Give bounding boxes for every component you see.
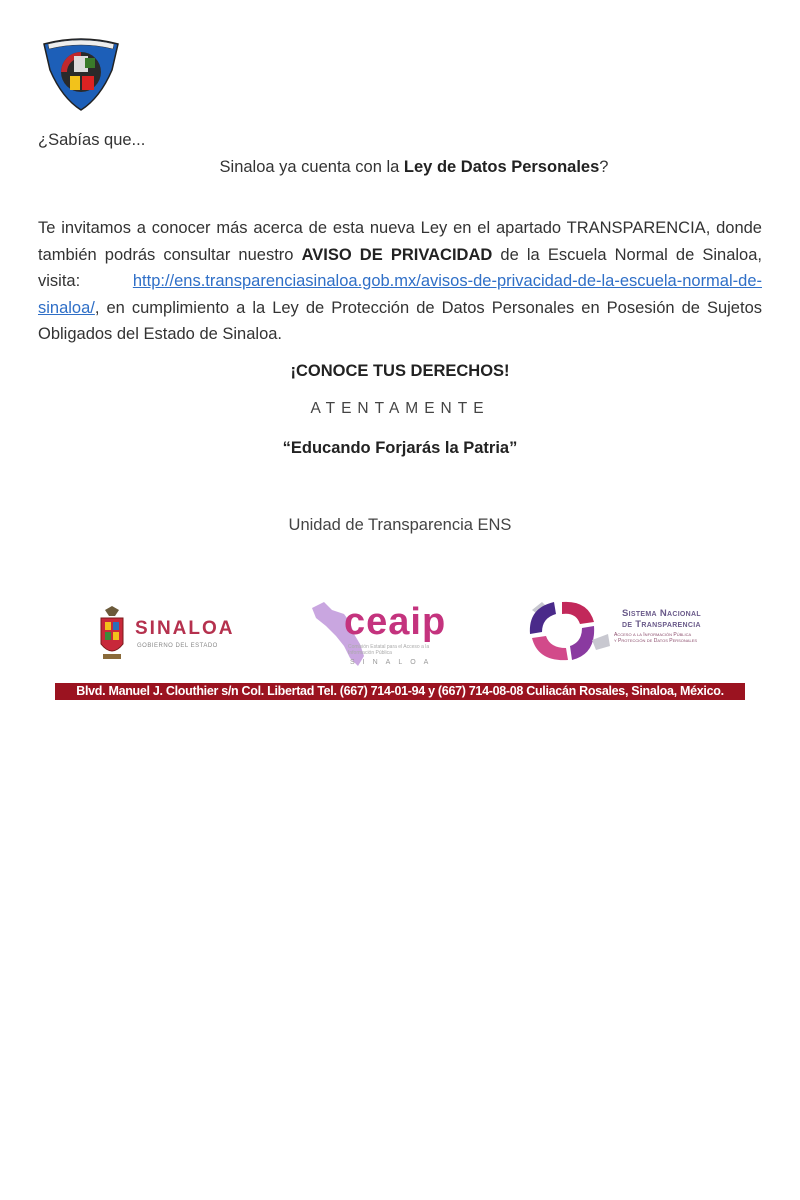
law-name: Ley de Datos Personales: [403, 158, 600, 176]
address-footer: Blvd. Manuel J. Clouthier s/n Col. Libertad Tel. (667) 714-01-94 y (667) 714-08-08 Culiacán Rosales, Sinaloa, México.: [55, 683, 745, 700]
snt-subtitle-line2: y Protección de Datos Personales: [614, 638, 698, 644]
body-text-3: , en cumplimiento a la Ley de Protección de Datos Personales en Posesión de Sujetos Obligados del Estado de Sinaloa.: [38, 298, 762, 343]
sinaloa-logo-text: SINALOA: [135, 618, 235, 639]
body-paragraph: [38, 215, 762, 348]
logos-row: [0, 596, 800, 672]
snt-title-line1: Sistema Nacional: [622, 608, 701, 619]
snt-title-line2: de Transparencia: [622, 619, 701, 630]
sinaloa-logo-subtitle: GOBIERNO DEL ESTADO: [137, 643, 218, 649]
sinaloa-government-logo: [97, 606, 235, 664]
ceaip-logo: [310, 600, 465, 670]
school-crest-icon: [40, 36, 122, 112]
motto: “Educando Forjarás la Patria”: [282, 439, 518, 457]
privacy-notice-link[interactable]: http://ens.transparenciasinaloa.gob.mx/avisos-de-privacidad-de-la-escuela-normal-de-sinaloa/: [38, 272, 762, 317]
sinaloa-coat-of-arms-icon: [97, 606, 127, 662]
rights-heading: ¡CONOCE TUS DERECHOS!: [290, 362, 510, 380]
ceaip-logo-text: ceaip: [344, 601, 447, 643]
intro-question: ¿Sabías que...: [38, 131, 146, 149]
intro-statement-suffix: ?: [599, 158, 609, 176]
body-text-1: Te invitamos a conocer más acerca de esta nueva Ley en el apartado TRANSPARENCIA, donde también podrás consultar nuestro: [38, 219, 762, 264]
sincerely-label: ATENTAMENTE: [310, 400, 490, 417]
intro-statement-prefix: Sinaloa ya cuenta con la: [219, 158, 404, 176]
snt-subtitle-line1: Acceso a la Información Pública: [614, 632, 692, 638]
ceaip-logo-subtitle: Comisión Estatal para el Acceso a la Información Pública: [348, 644, 430, 656]
intro-statement: [0, 154, 800, 180]
body-text-2: de la Escuela Normal de Sinaloa, visita:: [38, 245, 762, 290]
privacy-notice-label: AVISO DE PRIVACIDAD: [301, 245, 493, 264]
snt-logo-subtitle: [614, 632, 697, 644]
snt-swirl-icon: [522, 596, 612, 664]
ceaip-logo-region: SINALOA: [350, 659, 437, 666]
signature-unit: Unidad de Transparencia ENS: [288, 516, 512, 534]
snt-logo-title: [622, 608, 701, 630]
snt-logo: [522, 596, 717, 664]
